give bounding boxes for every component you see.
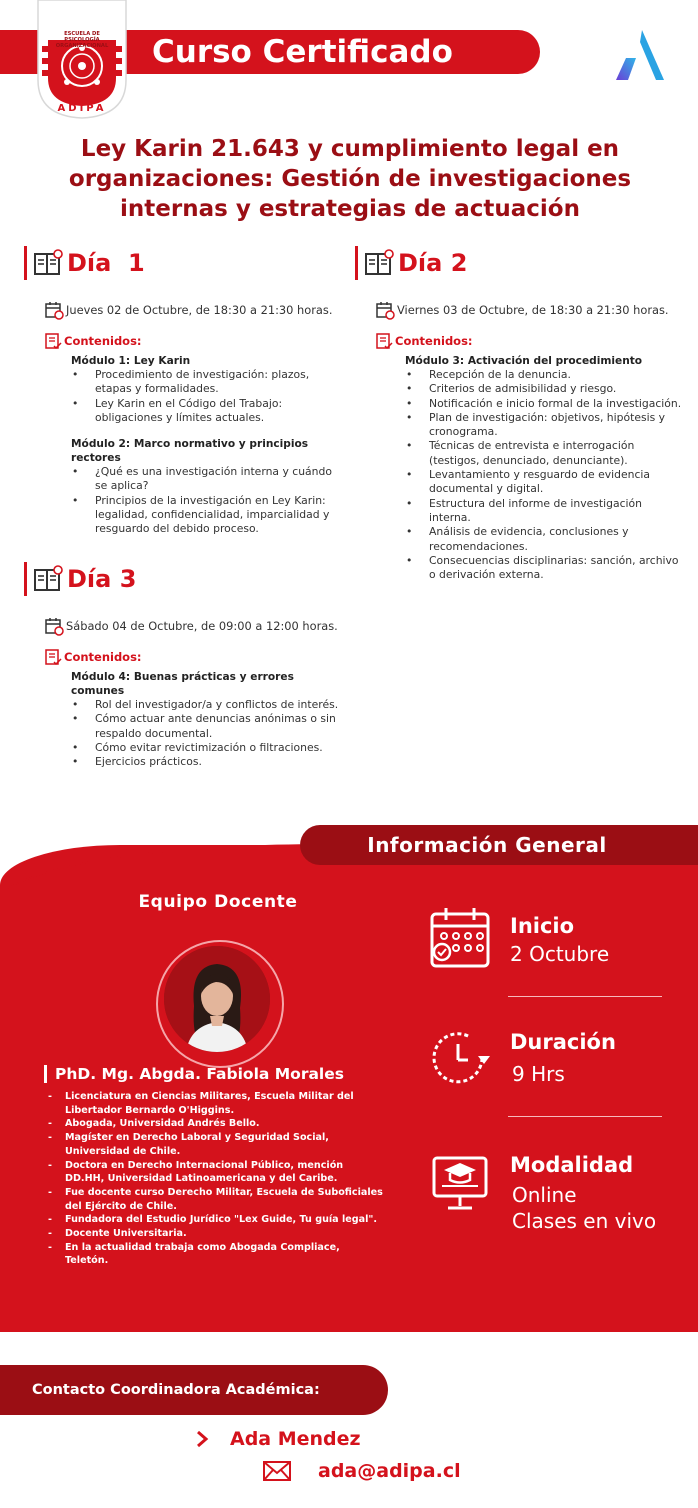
online-class-icon xyxy=(428,1152,492,1216)
list-item: • Cómo evitar revictimización o filtraciones. xyxy=(71,741,344,755)
mode-label: Modalidad xyxy=(510,1153,634,1177)
day-3-header xyxy=(24,562,344,596)
mode-info xyxy=(510,1152,656,1234)
course-title: Ley Karin 21.643 y cumplimiento legal en organizaciones: Gestión de investigaciones internas y estrategias de actuación xyxy=(68,136,632,222)
divider xyxy=(508,1116,662,1117)
document-check-icon xyxy=(375,332,393,350)
day-3-date xyxy=(44,616,344,636)
day-2-label: Día 2 xyxy=(398,249,468,277)
module-title: Módulo 2: Marco normativo y principios rectores xyxy=(71,438,309,465)
day-1-contents-label xyxy=(44,332,344,350)
day-3-block xyxy=(24,562,344,769)
logo-top-text: ESCUELA DE PSICOLOGÍA ORGANIZACIONAL xyxy=(55,31,109,49)
module-items xyxy=(71,465,344,536)
document-check-icon xyxy=(44,648,62,666)
contact-email-link[interactable]: ada@adipa.cl xyxy=(318,1460,461,1482)
mode-value-1: Online xyxy=(512,1183,577,1207)
module-title: Módulo 1: Ley Karin xyxy=(71,355,191,367)
book-schedule-icon xyxy=(33,564,63,594)
list-item: • ¿Qué es una investigación interna y cuándo se aplica? xyxy=(71,465,344,494)
book-schedule-icon xyxy=(33,248,63,278)
list-item: - Fue docente curso Derecho Militar, Escuela de Suboficiales del Ejército de Chile. xyxy=(48,1186,384,1213)
list-item: • Procedimiento de investigación: plazos, etapas y formalidades. xyxy=(71,368,344,397)
day-3-date-text: Sábado 04 de Octubre, de 09:00 a 12:00 horas. xyxy=(66,619,338,633)
header-title: Curso Certificado xyxy=(152,34,453,70)
calendar-icon xyxy=(428,906,492,970)
list-item: • Recepción de la denuncia. xyxy=(405,368,685,382)
teacher-cv-list xyxy=(48,1090,384,1268)
contact-label: Contacto Coordinadora Académica: xyxy=(32,1382,320,1398)
duration-value: 9 Hrs xyxy=(512,1062,565,1086)
list-item: - Magíster en Derecho Laboral y Seguridad Social, Universidad de Chile. xyxy=(48,1131,384,1158)
day-2-modules xyxy=(405,354,685,582)
divider xyxy=(508,996,662,997)
list-item: • Estructura del informe de investigación interna. xyxy=(405,497,685,526)
day-1-modules xyxy=(71,354,344,537)
contact-email-row[interactable] xyxy=(262,1460,461,1482)
contact-name-row xyxy=(192,1428,361,1450)
module-items xyxy=(405,368,685,582)
day-2-date-text: Viernes 03 de Octubre, de 18:30 a 21:30 horas. xyxy=(397,303,669,317)
team-title: Equipo Docente xyxy=(138,892,298,912)
list-item: • Ley Karin en el Código del Trabajo: obligaciones y límites actuales. xyxy=(71,397,344,426)
day-1-label: Día 1 xyxy=(67,249,145,277)
list-item: - Docente Universitaria. xyxy=(48,1227,384,1241)
start-info xyxy=(510,913,609,967)
contact-name: Ada Mendez xyxy=(230,1428,361,1450)
list-item: - Doctora en Derecho Internacional Público, mención DD.HH, Universidad Latinoamericana y del Caribe. xyxy=(48,1159,384,1186)
document-check-icon xyxy=(44,332,62,350)
list-item: • Consecuencias disciplinarias: sanción, archivo o derivación externa. xyxy=(405,554,685,583)
day-3-label: Día 3 xyxy=(67,565,137,593)
module-items xyxy=(71,698,344,769)
mode-value-2: Clases en vivo xyxy=(512,1209,657,1233)
start-value: 2 Octubre xyxy=(510,942,610,966)
list-item: • Análisis de evidencia, conclusiones y recomendaciones. xyxy=(405,525,685,554)
day-3-contents-text: Contenidos: xyxy=(64,650,142,664)
list-item: - Fundadora del Estudio Jurídico "Lex Guide, Tu guía legal". xyxy=(48,1213,384,1227)
day-1-date xyxy=(44,300,344,320)
calendar-clock-icon xyxy=(44,616,64,636)
module-title: Módulo 3: Activación del procedimiento xyxy=(405,355,643,367)
day-3-modules xyxy=(71,670,344,769)
list-item: • Plan de investigación: objetivos, hipótesis y cronograma. xyxy=(405,411,685,440)
logo-bottom-text: ADIPA xyxy=(57,103,107,114)
day-2-header xyxy=(355,246,685,280)
list-item: - Abogada, Universidad Andrés Bello. xyxy=(48,1117,384,1131)
teacher-avatar-icon xyxy=(164,946,270,1052)
brand-mark-icon xyxy=(612,28,666,82)
calendar-clock-icon xyxy=(375,300,395,320)
duration-label: Duración xyxy=(510,1030,616,1054)
mail-icon xyxy=(262,1460,292,1482)
list-item: - En la actualidad trabaja como Abogada Compliace, Teletón. xyxy=(48,1241,384,1268)
day-3-contents-label xyxy=(44,648,344,666)
day-2-contents-text: Contenidos: xyxy=(395,334,473,348)
clock-icon xyxy=(428,1026,492,1090)
list-item: • Ejercicios prácticos. xyxy=(71,755,344,769)
start-label: Inicio xyxy=(510,914,575,938)
duration-info xyxy=(510,1029,616,1087)
day-2-contents-label xyxy=(375,332,685,350)
list-item: • Rol del investigador/a y conflictos de interés. xyxy=(71,698,344,712)
teacher-photo xyxy=(164,946,270,1052)
list-item: • Técnicas de entrevista e interrogación (testigos, denunciado, denunciante). xyxy=(405,439,685,468)
day-1-date-text: Jueves 02 de Octubre, de 18:30 a 21:30 horas. xyxy=(66,303,333,317)
list-item: • Levantamiento y resguardo de evidencia documental y digital. xyxy=(405,468,685,497)
module-title: Módulo 4: Buenas prácticas y errores comunes xyxy=(71,671,294,697)
list-item: • Principios de la investigación en Ley Karin: legalidad, confidencialidad, imparcialidad y resguardo del debido proceso. xyxy=(71,494,344,537)
day-1-header xyxy=(24,246,344,280)
list-item: • Cómo actuar ante denuncias anónimas o sin respaldo documental. xyxy=(71,712,344,741)
list-item: • Notificación e inicio formal de la investigación. xyxy=(405,397,685,411)
module-items xyxy=(71,368,344,425)
book-schedule-icon xyxy=(364,248,394,278)
list-item: • Criterios de admisibilidad y riesgo. xyxy=(405,382,685,396)
day-1-contents-text: Contenidos: xyxy=(64,334,142,348)
day-2-date xyxy=(375,300,685,320)
chevron-right-icon xyxy=(192,1429,212,1449)
info-section-title: Información General xyxy=(367,833,607,857)
list-item: - Licenciatura en Ciencias Militares, Escuela Militar del Libertador Bernardo O'Higgins. xyxy=(48,1090,384,1117)
calendar-clock-icon xyxy=(44,300,64,320)
adipa-logo xyxy=(34,0,130,120)
teacher-name: PhD. Mg. Abgda. Fabiola Morales xyxy=(44,1065,344,1083)
day-2-block xyxy=(355,246,685,582)
day-1-block xyxy=(24,246,344,537)
